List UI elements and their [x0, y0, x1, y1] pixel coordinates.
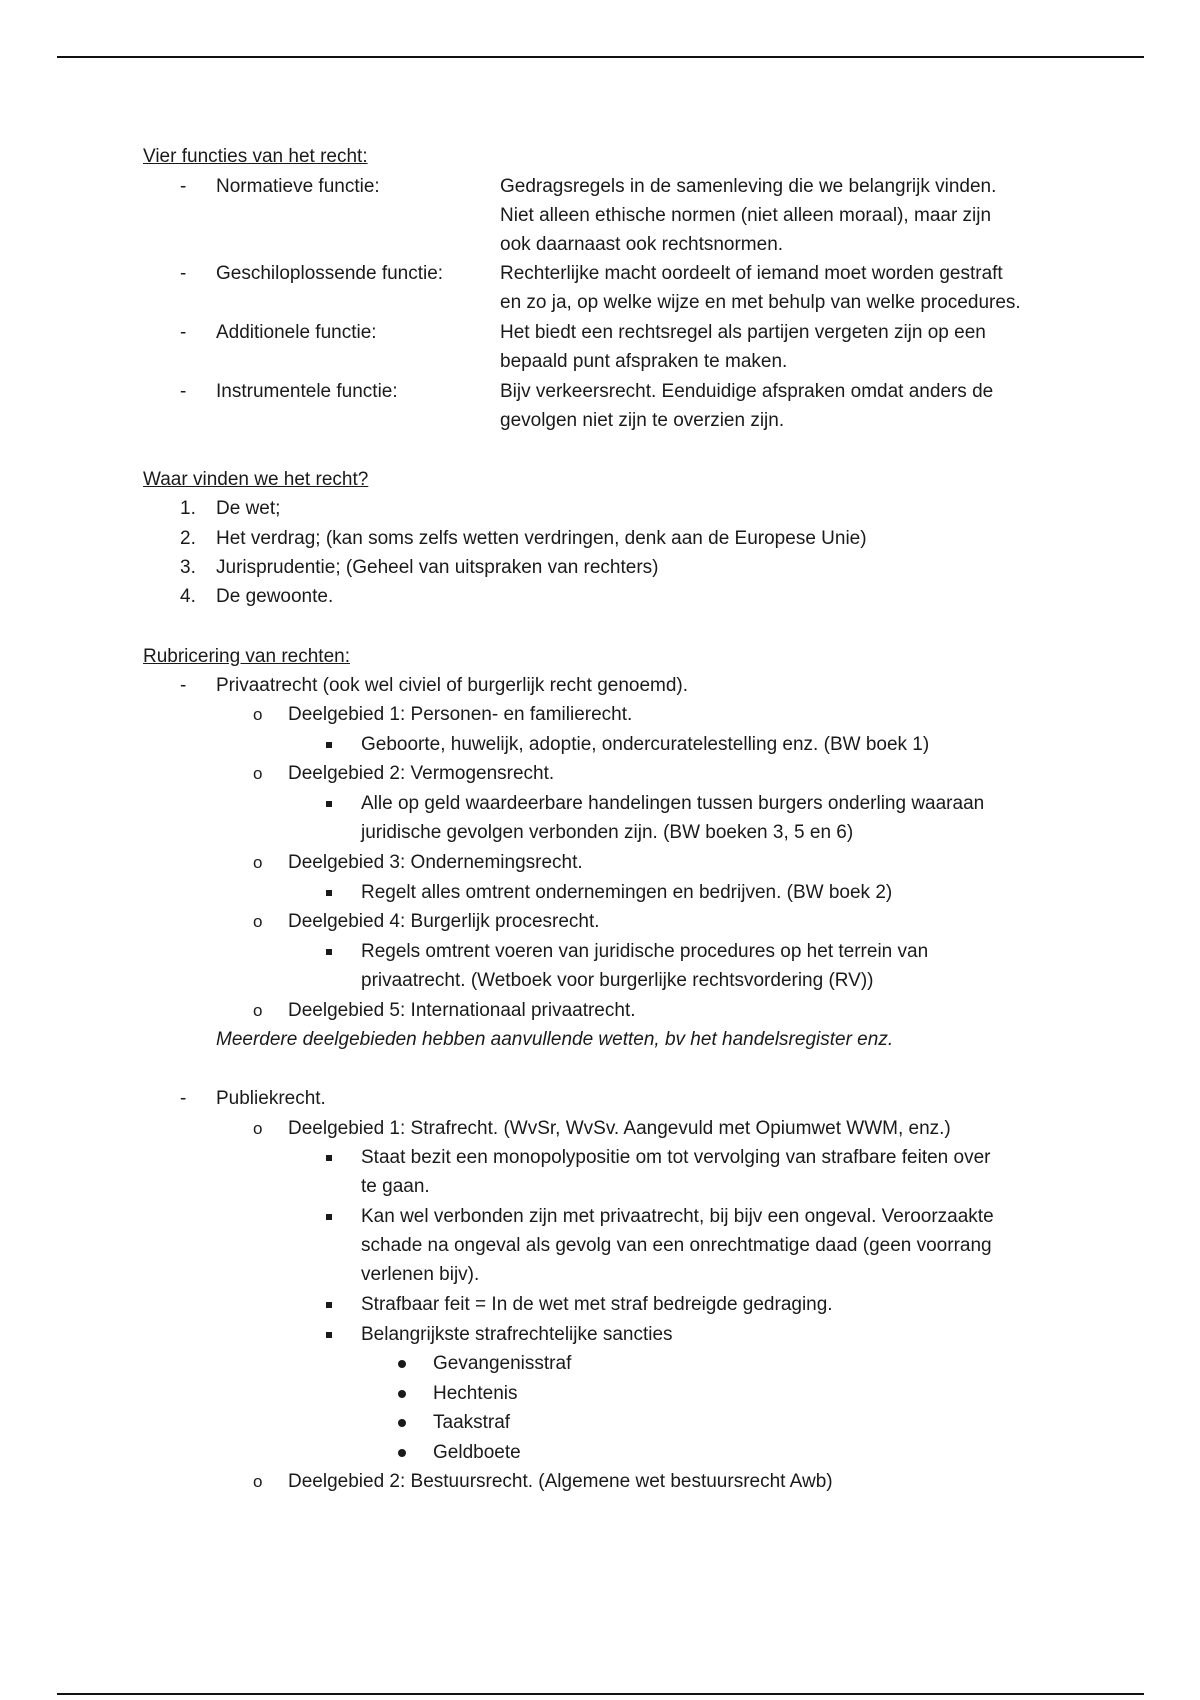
- subarea-title: Deelgebied 4: Burgerlijk procesrecht.: [288, 911, 600, 932]
- round-bullet: [398, 1419, 406, 1427]
- list-item: Jurisprudentie; (Geheel van uitspraken van rechters): [216, 557, 659, 578]
- subarea-point-line: schade na ongeval als gevolg van een onrechtmatige daad (geen voorrang: [361, 1235, 992, 1256]
- subarea-point-line: te gaan.: [361, 1176, 430, 1197]
- private-law-title: Privaatrecht (ook wel civiel of burgerlijk recht genoemd).: [216, 675, 689, 696]
- circle-bullet: o: [253, 764, 263, 783]
- dash-marker: -: [180, 1088, 187, 1109]
- square-bullet: [326, 742, 332, 748]
- sanction-item: Gevangenisstraf: [433, 1353, 572, 1374]
- function-label: Additionele functie:: [216, 322, 377, 343]
- dash-marker: -: [180, 675, 187, 696]
- header-rule: [57, 56, 1144, 58]
- function-description-line: Rechterlijke macht oordeelt of iemand moet worden gestraft: [500, 263, 1003, 284]
- function-description-line: en zo ja, op welke wijze en met behulp van welke procedures.: [500, 292, 1021, 313]
- list-item: Het verdrag; (kan soms zelfs wetten verdringen, denk aan de Europese Unie): [216, 528, 867, 549]
- list-number: 2.: [180, 528, 196, 549]
- subarea-point-line: juridische gevolgen verbonden zijn. (BW boeken 3, 5 en 6): [361, 822, 854, 843]
- function-label: Geschiloplossende functie:: [216, 263, 444, 284]
- subarea-title: Deelgebied 2: Vermogensrecht.: [288, 763, 555, 784]
- square-bullet: [326, 1302, 332, 1308]
- subarea-title: Deelgebied 5: Internationaal privaatrecht.: [288, 1000, 636, 1021]
- footer-rule: [57, 1693, 1144, 1695]
- dash-marker: -: [180, 381, 187, 402]
- subarea-point-line: Regelt alles omtrent ondernemingen en bedrijven. (BW boek 2): [361, 882, 893, 903]
- list-item: De wet;: [216, 498, 281, 519]
- circle-bullet: o: [253, 1472, 263, 1491]
- square-bullet: [326, 949, 332, 955]
- section-heading-rubric: Rubricering van rechten:: [143, 646, 350, 667]
- subarea-point-line: Kan wel verbonden zijn met privaatrecht, bij bijv een ongeval. Veroorzaakte: [361, 1206, 994, 1227]
- function-description-line: ook daarnaast ook rechtsnormen.: [500, 234, 784, 255]
- square-bullet: [326, 801, 332, 807]
- round-bullet: [398, 1360, 406, 1368]
- sanction-item: Hechtenis: [433, 1383, 518, 1404]
- function-description-line: Bijv verkeersrecht. Eenduidige afspraken omdat anders de: [500, 381, 994, 402]
- square-bullet: [326, 1332, 332, 1338]
- dash-marker: -: [180, 322, 187, 343]
- function-description-line: Niet alleen ethische normen (niet alleen moraal), maar zijn: [500, 205, 992, 226]
- subarea-point-line: Regels omtrent voeren van juridische procedures op het terrein van: [361, 941, 929, 962]
- section-heading-sources: Waar vinden we het recht?: [143, 469, 369, 490]
- sanction-item: Taakstraf: [433, 1412, 511, 1433]
- list-number: 4.: [180, 586, 196, 607]
- function-description-line: Het biedt een rechtsregel als partijen vergeten zijn op een: [500, 322, 986, 343]
- sanction-item: Geldboete: [433, 1442, 521, 1463]
- list-number: 3.: [180, 557, 196, 578]
- circle-bullet: o: [253, 1001, 263, 1020]
- subarea-point-line: Strafbaar feit = In de wet met straf bedreigde gedraging.: [361, 1294, 833, 1315]
- function-label: Normatieve functie:: [216, 176, 380, 197]
- function-description-line: bepaald punt afspraken te maken.: [500, 351, 788, 372]
- circle-bullet: o: [253, 705, 263, 724]
- round-bullet: [398, 1449, 406, 1457]
- circle-bullet: o: [253, 912, 263, 931]
- subarea-title: Deelgebied 3: Ondernemingsrecht.: [288, 852, 583, 873]
- dash-marker: -: [180, 176, 187, 197]
- subarea-point-line: Belangrijkste strafrechtelijke sancties: [361, 1324, 673, 1345]
- square-bullet: [326, 1214, 332, 1220]
- square-bullet: [326, 890, 332, 896]
- dash-marker: -: [180, 263, 187, 284]
- private-law-note: Meerdere deelgebieden hebben aanvullende wetten, bv het handelsregister enz.: [216, 1029, 894, 1050]
- public-law-title: Publiekrecht.: [216, 1088, 326, 1109]
- subarea-point-line: privaatrecht. (Wetboek voor burgerlijke rechtsvordering (RV)): [361, 970, 874, 991]
- subarea-point-line: Alle op geld waardeerbare handelingen tussen burgers onderling waaraan: [361, 793, 985, 814]
- subarea-point-line: Staat bezit een monopolypositie om tot vervolging van strafbare feiten over: [361, 1147, 991, 1168]
- circle-bullet: o: [253, 853, 263, 872]
- subarea-title: Deelgebied 1: Personen- en familierecht.: [288, 704, 633, 725]
- subarea-point-line: verlenen bijv).: [361, 1264, 480, 1285]
- square-bullet: [326, 1155, 332, 1161]
- round-bullet: [398, 1390, 406, 1398]
- function-description-line: Gedragsregels in de samenleving die we belangrijk vinden.: [500, 176, 997, 197]
- list-item: De gewoonte.: [216, 586, 334, 607]
- list-number: 1.: [180, 498, 196, 519]
- circle-bullet: o: [253, 1119, 263, 1138]
- function-description-line: gevolgen niet zijn te overzien zijn.: [500, 410, 785, 431]
- subarea-title: Deelgebied 1: Strafrecht. (WvSr, WvSv. Aangevuld met Opiumwet WWM, enz.): [288, 1118, 951, 1139]
- function-label: Instrumentele functie:: [216, 381, 398, 402]
- section-heading-functions: Vier functies van het recht:: [143, 146, 368, 167]
- subarea-title: Deelgebied 2: Bestuursrecht. (Algemene wet bestuursrecht Awb): [288, 1471, 833, 1492]
- subarea-point-line: Geboorte, huwelijk, adoptie, ondercuratelestelling enz. (BW boek 1): [361, 734, 930, 755]
